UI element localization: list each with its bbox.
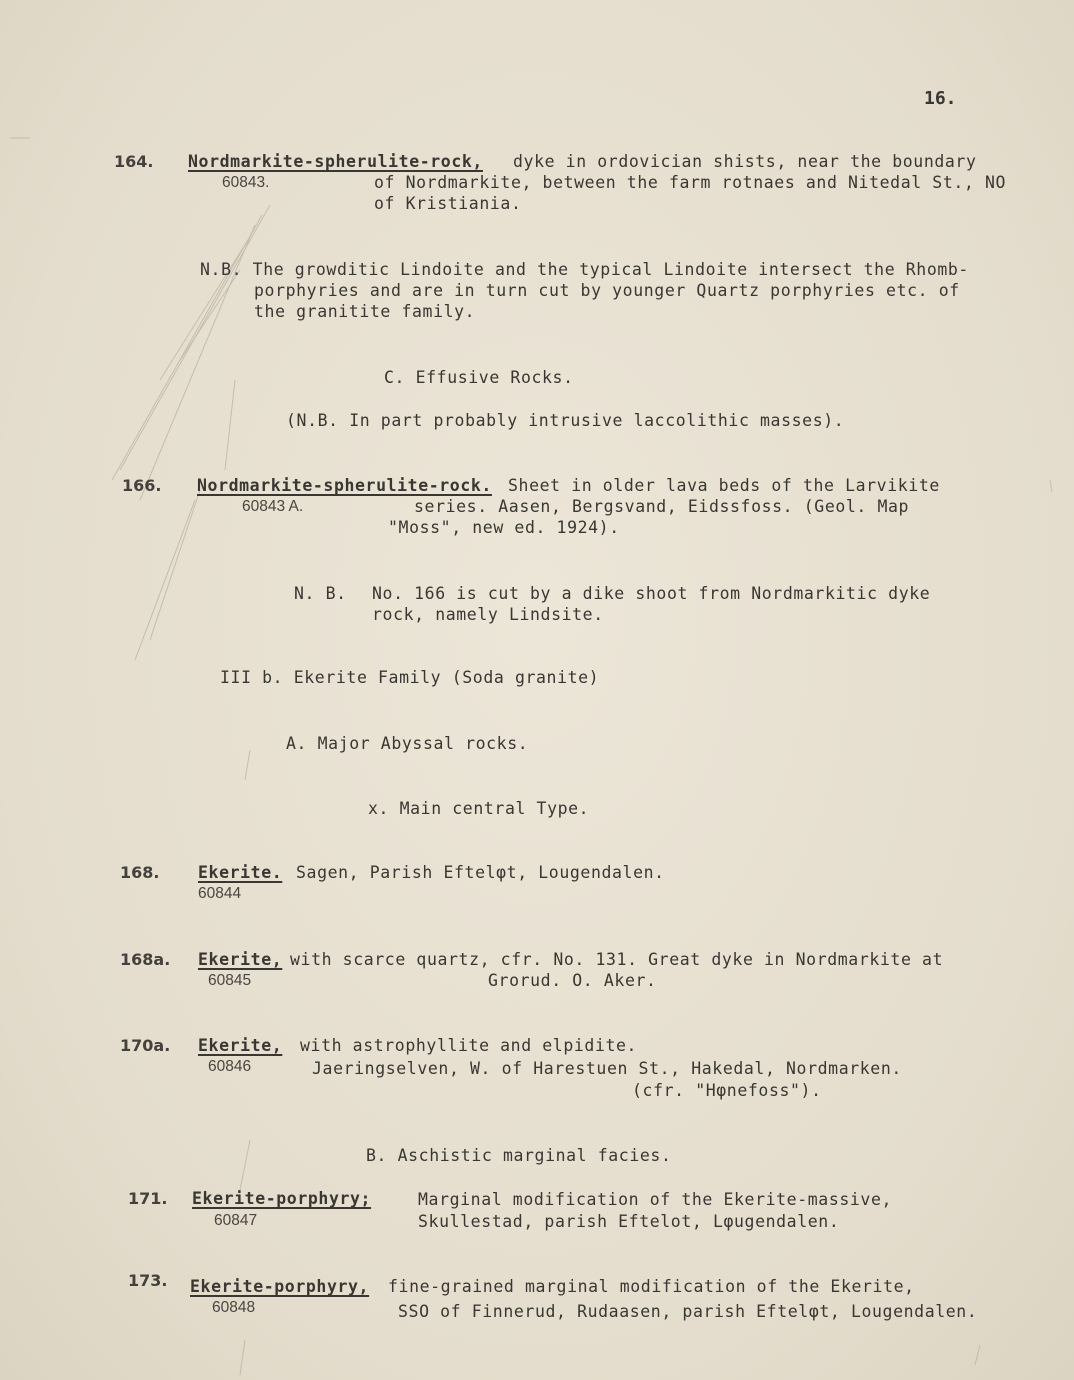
entry-description: Skullestad, parish Eftelot, Lφugendalen. [418, 1212, 840, 1231]
rock-name: Ekerite-porphyry, [190, 1277, 370, 1296]
entry-description: (cfr. "Hφnefoss"). [632, 1081, 822, 1100]
section-heading: C. Effusive Rocks. [384, 368, 574, 387]
section-heading: B. Aschistic marginal facies. [366, 1146, 672, 1165]
entry-number: 173. [128, 1271, 168, 1290]
entry-number: 170a. [120, 1036, 171, 1055]
entry-description: Marginal modification of the Ekerite-massive, [418, 1190, 893, 1209]
entry-description: with astrophyllite and elpidite. [300, 1036, 638, 1055]
catalog-number: 60846 [208, 1058, 252, 1075]
entry-description: Sagen, Parish Eftelφt, Lougendalen. [296, 863, 665, 882]
page-number: 16. [924, 88, 957, 109]
entry-description: Jaeringselven, W. of Harestuen St., Hakedal, Nordmarken. [312, 1059, 902, 1078]
subsection-heading: x. Main central Type. [368, 799, 590, 818]
section-heading: A. Major Abyssal rocks. [286, 734, 529, 753]
rock-name: Nordmarkite-spherulite-rock, [188, 152, 483, 171]
entry-description: Sheet in older lava beds of the Larvikite [508, 476, 940, 495]
entry-number: 168a. [120, 950, 171, 969]
catalog-number: 60844 [198, 885, 242, 902]
entry-description: dyke in ordovician shists, near the boundary [513, 152, 977, 171]
catalog-number: 60848 [212, 1299, 256, 1316]
entry-description: of Nordmarkite, between the farm rotnaes and Nitedal St., NO [374, 173, 1007, 192]
note-text: porphyries and are in turn cut by younger Quartz porphyries etc. of [254, 281, 960, 300]
entry-description: "Moss", new ed. 1924). [388, 518, 620, 537]
catalog-number: 60843. [222, 174, 270, 191]
entry-description: fine-grained marginal modification of the Ekerite, [388, 1277, 915, 1296]
entry-number: 164. [114, 152, 154, 171]
catalog-number: 60847 [214, 1212, 258, 1229]
rock-name: Ekerite-porphyry; [192, 1189, 372, 1208]
rock-name: Ekerite, [198, 950, 283, 969]
entry-description: Grorud. O. Aker. [488, 971, 657, 990]
entry-number: 166. [122, 476, 162, 495]
note-text: No. 166 is cut by a dike shoot from Nordmarkitic dyke [372, 584, 931, 603]
note-label: N. B. [294, 584, 347, 603]
family-heading: III b. Ekerite Family (Soda granite) [220, 668, 600, 687]
note-text: N.B. The growditic Lindoite and the typical Lindoite intersect the Rhomb- [200, 260, 969, 279]
rock-name: Ekerite, [198, 1036, 283, 1055]
note-text: rock, namely Lindsite. [372, 605, 604, 624]
rock-name: Ekerite. [198, 863, 283, 882]
catalog-number: 60843 A. [242, 498, 304, 515]
entry-description: series. Aasen, Bergsvand, Eidssfoss. (Geol. Map [414, 497, 910, 516]
rock-name: Nordmarkite-spherulite-rock. [197, 476, 492, 495]
note-text: the granitite family. [254, 302, 476, 321]
entry-description: with scarce quartz, cfr. No. 131. Great dyke in Nordmarkite at [290, 950, 944, 969]
entry-description: SSO of Finnerud, Rudaasen, parish Eftelφt, Lougendalen. [398, 1302, 978, 1321]
entry-number: 171. [128, 1189, 168, 1208]
entry-description: of Kristiania. [374, 194, 522, 213]
entry-number: 168. [120, 863, 160, 882]
catalog-number: 60845 [208, 972, 252, 989]
section-note: (N.B. In part probably intrusive laccolithic masses). [286, 411, 845, 430]
